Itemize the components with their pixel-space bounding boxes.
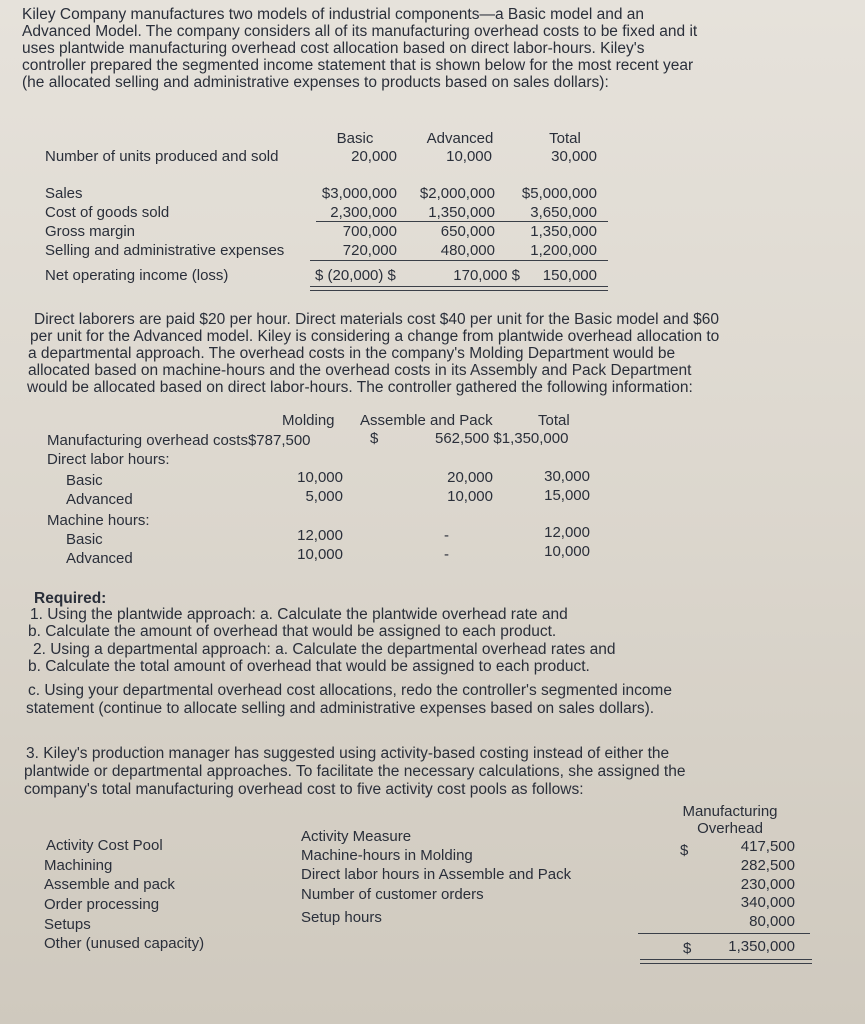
total-double-rule xyxy=(310,286,608,291)
dlh-assemble: 10,000 xyxy=(447,488,493,505)
cell-basic: 700,000 xyxy=(342,223,397,240)
paragraph-line: company's total manufacturing overhead cost to five activity cost pools as follows: xyxy=(24,781,584,798)
required-line: c. Using your departmental overhead cost allocations, redo the controller's segmented income xyxy=(28,682,672,699)
cell-advanced: 170,000 $ xyxy=(453,267,520,284)
overhead-label: Manufacturing overhead costs$787,500 xyxy=(47,432,311,449)
measure-item: Direct labor hours in Assemble and Pack xyxy=(301,866,572,883)
measure-item: Setup hours xyxy=(301,909,382,926)
pool-item: Machining xyxy=(44,857,113,874)
measure-header: Activity Measure xyxy=(301,828,412,845)
paragraph-line: allocated based on machine-hours and the overhead costs in its Assembly and Pack Department xyxy=(28,362,692,379)
dlh-molding: 5,000 xyxy=(305,488,343,505)
units-label: Number of units produced and sold xyxy=(45,148,279,165)
intro-line: (he allocated selling and administrative expenses to products based on sales dollars): xyxy=(22,74,609,91)
dlh-row-label: Basic xyxy=(66,472,103,489)
mh-assemble: - xyxy=(444,527,449,544)
required-line: b. Calculate the total amount of overhead that would be assigned to each product. xyxy=(28,658,590,675)
header-molding: Molding xyxy=(282,412,335,429)
cell-total: 3,650,000 xyxy=(530,204,597,221)
cell-advanced: 1,350,000 xyxy=(428,204,495,221)
intro-line: uses plantwide manufacturing overhead cost allocation based on direct labor-hours. Kiley's xyxy=(22,40,645,57)
dlh-total: 15,000 xyxy=(544,487,590,504)
units-total: 30,000 xyxy=(551,148,597,165)
pool-item: Assemble and pack xyxy=(44,876,175,893)
cell-advanced: 480,000 xyxy=(440,242,495,259)
cell-total: 150,000 xyxy=(542,267,597,284)
header-basic: Basic xyxy=(336,130,374,147)
cell-basic: $ (20,000) $ xyxy=(315,267,396,284)
overhead-amount: 80,000 xyxy=(749,913,795,930)
mh-label: Machine hours: xyxy=(47,512,150,529)
overhead-amount: 417,500 xyxy=(740,838,795,855)
overhead-header-line: Manufacturing xyxy=(682,803,778,820)
dlh-total: 30,000 xyxy=(544,468,590,485)
row-label: Selling and administrative expenses xyxy=(45,242,285,259)
total-currency-symbol: $ xyxy=(683,940,692,957)
required-line: 1. Using the plantwide approach: a. Calculate the plantwide overhead rate and xyxy=(30,606,568,623)
row-label: Sales xyxy=(45,185,83,202)
mh-molding: 10,000 xyxy=(297,546,343,563)
cell-advanced: $2,000,000 xyxy=(419,185,495,202)
header-total: Total xyxy=(538,412,570,429)
cell-basic: 2,300,000 xyxy=(330,204,397,221)
units-advanced: 10,000 xyxy=(446,148,492,165)
paragraph-line: 3. Kiley's production manager has suggested using activity-based costing instead of either the xyxy=(26,745,670,762)
pool-item: Order processing xyxy=(44,896,160,913)
units-basic: 20,000 xyxy=(351,148,397,165)
required-line: statement (continue to allocate selling and administrative expenses based on sales dollars). xyxy=(26,700,655,717)
cell-advanced: 650,000 xyxy=(440,223,495,240)
required-line: 2. Using a departmental approach: a. Calculate the departmental overhead rates and xyxy=(33,641,616,658)
intro-line: Kiley Company manufactures two models of industrial components—a Basic model and an xyxy=(22,6,645,23)
cell-total: $5,000,000 xyxy=(521,185,597,202)
paragraph-line: plantwide or departmental approaches. To facilitate the necessary calculations, she assigned the xyxy=(24,763,686,780)
dlh-assemble: 20,000 xyxy=(447,469,493,486)
mh-row-label: Basic xyxy=(66,531,103,548)
subtotal-rule xyxy=(638,933,810,934)
measure-item: Machine-hours in Molding xyxy=(301,847,473,864)
intro-line: Advanced Model. The company considers all of its manufacturing overhead costs to be fixed and it xyxy=(22,23,698,40)
total-double-rule xyxy=(640,959,812,964)
intro-line: controller prepared the segmented income statement that is shown below for the most recent year xyxy=(22,57,694,74)
dlh-molding: 10,000 xyxy=(297,469,343,486)
header-total: Total xyxy=(549,130,581,147)
mh-total: 10,000 xyxy=(544,543,590,560)
overhead-header-line: Overhead xyxy=(697,820,763,837)
mh-molding: 12,000 xyxy=(297,527,343,544)
overhead-total: 1,350,000 xyxy=(728,938,795,955)
paragraph-line: Direct laborers are paid $20 per hour. Direct materials cost $40 per unit for the Basic model and $60 xyxy=(34,311,719,328)
pool-item: Setups xyxy=(44,916,91,933)
pool-item: Other (unused capacity) xyxy=(44,935,205,952)
row-label: Gross margin xyxy=(45,223,136,240)
required-title: Required: xyxy=(34,590,107,607)
paragraph-line: would be allocated based on direct labor-hours. The controller gathered the following information: xyxy=(27,379,693,396)
cell-total: 1,350,000 xyxy=(530,223,597,240)
row-label: Cost of goods sold xyxy=(45,204,170,221)
measure-item: Number of customer orders xyxy=(301,886,484,903)
required-line: b. Calculate the amount of overhead that would be assigned to each product. xyxy=(28,623,557,640)
cell-basic: $3,000,000 xyxy=(321,185,397,202)
overhead-amount: 230,000 xyxy=(740,876,795,893)
mh-row-label: Advanced xyxy=(66,550,133,567)
paragraph-line: per unit for the Advanced model. Kiley is considering a change from plantwide overhead allocation to xyxy=(30,328,720,345)
dlh-label: Direct labor hours: xyxy=(47,451,170,468)
overhead-dollar: $ xyxy=(370,430,379,447)
currency-symbol: $ xyxy=(680,842,689,859)
overhead-amount: 282,500 xyxy=(740,857,795,874)
paragraph-line: a departmental approach. The overhead costs in the company's Molding Department would be xyxy=(28,345,676,362)
cell-total: 1,200,000 xyxy=(530,242,597,259)
mh-assemble: - xyxy=(444,546,449,563)
subtotal-rule xyxy=(316,221,608,222)
pool-header: Activity Cost Pool xyxy=(46,837,163,854)
header-assemble: Assemble and Pack xyxy=(360,412,493,429)
overhead-assemble-total: 562,500 $1,350,000 xyxy=(435,430,569,447)
header-advanced: Advanced xyxy=(426,130,494,147)
mh-total: 12,000 xyxy=(544,524,590,541)
overhead-amount: 340,000 xyxy=(740,894,795,911)
row-label: Net operating income (loss) xyxy=(45,267,229,284)
cell-basic: 720,000 xyxy=(342,242,397,259)
dlh-row-label: Advanced xyxy=(66,491,133,508)
subtotal-rule xyxy=(310,260,608,261)
